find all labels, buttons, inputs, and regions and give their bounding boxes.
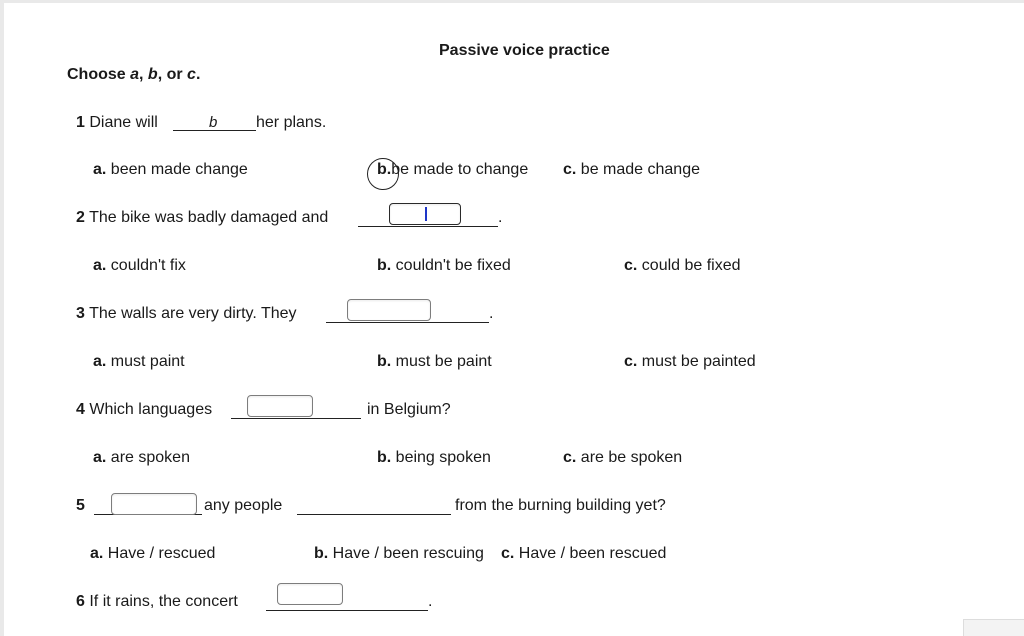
question-number: 1 [76, 114, 85, 131]
question-5-text: any people [204, 497, 283, 514]
question-text-end: . [489, 305, 494, 322]
answer-input-box[interactable] [277, 583, 343, 605]
answer-input-box[interactable] [111, 493, 197, 515]
question-3: 3 The walls are very dirty. They [76, 305, 297, 322]
option-c[interactable]: c. be made change [563, 161, 700, 178]
question-text-end: her plans. [256, 114, 327, 131]
worksheet-page [4, 3, 1024, 636]
option-b[interactable]: b. couldn't be fixed [377, 257, 511, 274]
filled-answer: b [209, 114, 218, 131]
option-c[interactable]: c. Have / been rescued [501, 545, 667, 562]
question-text-end: . [498, 209, 503, 226]
option-a[interactable]: a. must paint [93, 353, 185, 370]
question-text-end: . [428, 593, 433, 610]
answer-blank-line [358, 226, 498, 227]
question-6: 6 If it rains, the concert [76, 593, 238, 610]
option-b[interactable]: b. must be paint [377, 353, 492, 370]
option-a[interactable]: a. been made change [93, 161, 248, 178]
option-b[interactable]: b. Have / been rescuing [314, 545, 484, 562]
option-a[interactable]: a. are spoken [93, 449, 190, 466]
question-4: 4 Which languages [76, 401, 213, 418]
instructions: Choose a, b, or c. [67, 66, 201, 83]
option-c[interactable]: c. could be fixed [624, 257, 741, 274]
answer-blank-line [297, 514, 451, 515]
question-5-number: 5 [76, 497, 85, 514]
option-b[interactable]: b.be made to change [377, 161, 529, 178]
answer-blank-line [326, 322, 489, 323]
page-title: Passive voice practice [439, 42, 610, 59]
question-text-end: from the burning building yet? [455, 497, 666, 514]
question-1 [76, 113, 158, 133]
answer-input-box[interactable] [347, 299, 431, 321]
answer-input-box[interactable] [247, 395, 313, 417]
option-a[interactable]: a. Have / rescued [90, 545, 216, 562]
answer-blank-line [231, 418, 361, 419]
text-cursor [425, 207, 427, 221]
question-text: Diane will [89, 114, 158, 131]
question-2: 2 The bike was badly damaged and [76, 209, 329, 226]
option-c[interactable]: c. must be painted [624, 353, 756, 370]
question-text-end: in Belgium? [367, 401, 451, 418]
page-corner-decoration [963, 619, 1024, 636]
answer-blank-line [266, 610, 428, 611]
option-a[interactable]: a. couldn't fix [93, 257, 186, 274]
option-b[interactable]: b. being spoken [377, 449, 491, 466]
option-c[interactable]: c. are be spoken [563, 449, 683, 466]
